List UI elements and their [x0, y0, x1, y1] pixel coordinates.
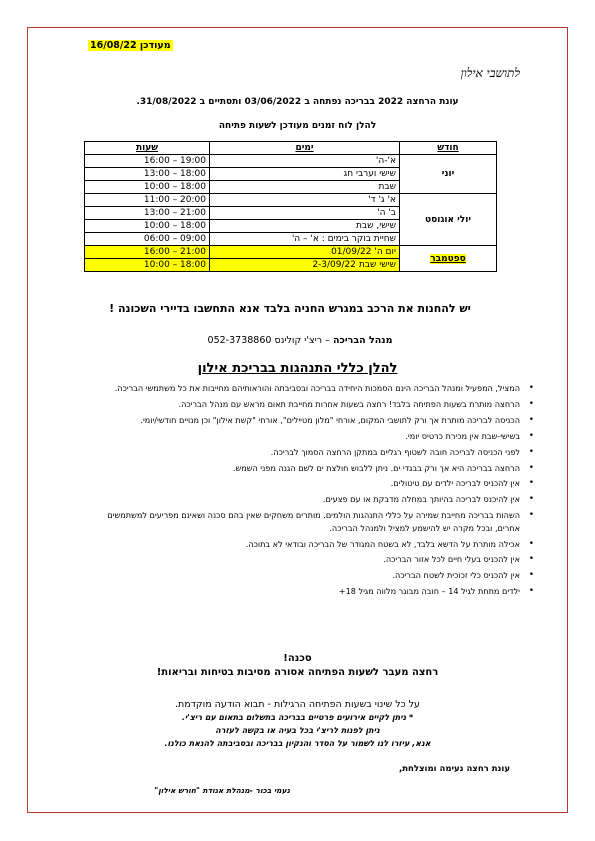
bullet-icon: • [528, 446, 534, 457]
table-row [85, 246, 497, 259]
hours-cell: 10:00 – 18:00 [85, 220, 210, 233]
days-cell: א'-ה' [210, 155, 400, 168]
bullet-icon: • [528, 414, 534, 425]
table-row [85, 194, 497, 207]
bullet-icon: • [528, 398, 534, 409]
hours-cell: 10:00 – 18:00 [85, 259, 210, 272]
bullet-icon: • [528, 510, 534, 521]
bullet-icon: • [528, 586, 534, 597]
header-days: ימים [210, 142, 400, 155]
hours-cell: 13:00 – 18:00 [85, 168, 210, 181]
days-cell: שחיית בוקר בימים : א' – ה' [210, 233, 400, 246]
days-cell: יום ה' 01/09/22 [210, 246, 400, 259]
list-item: • אין להכניס כלי זכוכית לשטח הבריכה. [392, 570, 534, 581]
days-cell: שבת [210, 181, 400, 194]
schedule-title: להלן לוח זמנים מעודכן לשעות פתיחה [218, 121, 377, 131]
bullet-icon: • [528, 494, 534, 505]
month-july-august: יולי אוגוסט [400, 194, 497, 246]
list-item: • המציל, המפעיל ומנהל הבריכה הינם הסמכות היחידה בבריכה ובסביבתה והוראותיהם מחייבות את כל משתמשי הבריכה. [114, 383, 534, 393]
table-header-row [85, 142, 497, 155]
list-item: • הכניסה לבריכה מותרת אך ורק לתושבי המקום, אורחי "מלון מטיילים", אורחי "קשת אילון" וכן מנויים חודשי/יומי. [140, 414, 534, 425]
month-september-label: ספטמבר [430, 253, 466, 264]
header-hours: שעות [85, 142, 210, 155]
list-item: • אין להכניס בעלי חיים לכל אזור הבריכה. [383, 554, 534, 565]
bullet-icon: • [528, 478, 534, 489]
manager-contact: – ריצ'י קולינס 052-3738860 [207, 335, 333, 346]
cleanliness-note: אנא, עיזרו לנו לשמור על הסדר והנקיון בבריכה ובסביבתה להנאת כולנו. [164, 739, 431, 748]
header-month: חודש [400, 142, 497, 155]
hours-cell: 16:00 – 19:00 [85, 155, 210, 168]
list-item: • אין להכניס לבריכה ילדים עם טיטולים. [390, 478, 534, 489]
signature-line: נעמי בכור -מנהלת אגודת "חורש אילון" [154, 786, 290, 795]
hours-cell: 13:00 – 21:00 [85, 207, 210, 220]
closing-line: עונת רחצה נעימה ומוצלחת, [398, 764, 510, 774]
days-cell: א' ג' ד' [210, 194, 400, 207]
days-cell: ב' ה' [210, 207, 400, 220]
hours-cell: 06:00 – 09:00 [85, 233, 210, 246]
hours-cell: 11:00 – 20:00 [85, 194, 210, 207]
list-item: • הרחצה מותרת בשעות הפתיחה בלבד! רחצה בשעות אחרות מחייבת תאום מראש עם מנהל הבריכה. [178, 398, 534, 409]
private-events-note: * ניתן לקיים אירועים פרטיים בבריכה בתשלום בתאום עם ריצ'י. [181, 713, 414, 722]
bullet-icon: • [528, 430, 534, 441]
hours-cell: 10:00 – 18:00 [85, 181, 210, 194]
pool-manager [150, 335, 450, 346]
danger-heading: סכנה! [283, 653, 312, 664]
schedule-table [84, 141, 497, 272]
rules-list [80, 382, 534, 601]
hours-cell: 16:00 – 21:00 [85, 246, 210, 259]
list-item: • השהות בבריכה מחייבת שמירה על כללי התנהגות הולמים. מותרים משחקים שאין בהם סכנה ושאינם מפריעים למשתמשים אחרים, ובכל מקרה יש להישמע למציל ולמנהל הבריכה. [107, 510, 534, 533]
bullet-icon: • [528, 462, 534, 473]
list-item: • בשישי-שבת אין מכירת כרטיס יומי. [405, 430, 534, 441]
bullet-icon: • [528, 383, 534, 393]
greeting: לתושבי אילון [460, 66, 520, 80]
list-item: • אין להיכנס לבריכה בהיותך במחלה מדבקת או עם פצעים. [322, 494, 534, 505]
days-cell: שישי, שבת [210, 220, 400, 233]
list-item: • ילדים מתחת לגיל 14 – חובה מבוגר מלווה מגיל 18+ [338, 586, 534, 597]
table-row [85, 155, 497, 168]
parking-notice: יש להחנות את הרכב במגרש החניה בלבד אנא התחשבו בדיירי השכונה ! [109, 302, 471, 315]
schedule-change-notice: על כל שינוי בשעות הפתיחה הרגילות - תבוא הודעה מוקדמת. [174, 699, 420, 710]
contact-note: ניתן לפנות לריצ'י בכל בעיה או בקשה לעזרה [215, 726, 380, 735]
bullet-icon: • [528, 570, 534, 581]
updated-badge: מעודכן 16/08/22 [90, 40, 171, 51]
bullet-icon: • [528, 554, 534, 565]
manager-label: מנהל הבריכה [332, 335, 393, 346]
season-line: עונת הרחצה 2022 בבריכה נפתחה ב 03/06/2022 ותסתיים ב 31/08/2022. [136, 97, 459, 107]
no-swim-warning: רחצה מעבר לשעות הפתיחה אסורה מסיבות בטיחות ובריאות! [156, 667, 439, 678]
list-item: • לפני הכניסה לבריכה חובה לשטוף רגליים במתקן הרחצה הסמוך לבריכה. [270, 446, 534, 457]
days-cell: שישי שבת 2-3/09/22 [210, 259, 400, 272]
bullet-icon: • [528, 538, 534, 549]
month-september [400, 246, 497, 272]
rules-title: להלן כללי התנהגות בבריכת אילון [197, 361, 398, 376]
days-cell: שישי וערבי חג [210, 168, 400, 181]
list-item: • אכילה מותרת על הדשא בלבד, לא בשטח המגודר של הבריכה ובודאי לא בתוכה. [245, 538, 534, 549]
list-item: • הרחצה בבריכה היא אך ורק בבגדי ים. ניתן ללבוש חולצת ים לשם הגנה מפני השמש. [232, 462, 534, 473]
month-june: יוני [400, 155, 497, 194]
